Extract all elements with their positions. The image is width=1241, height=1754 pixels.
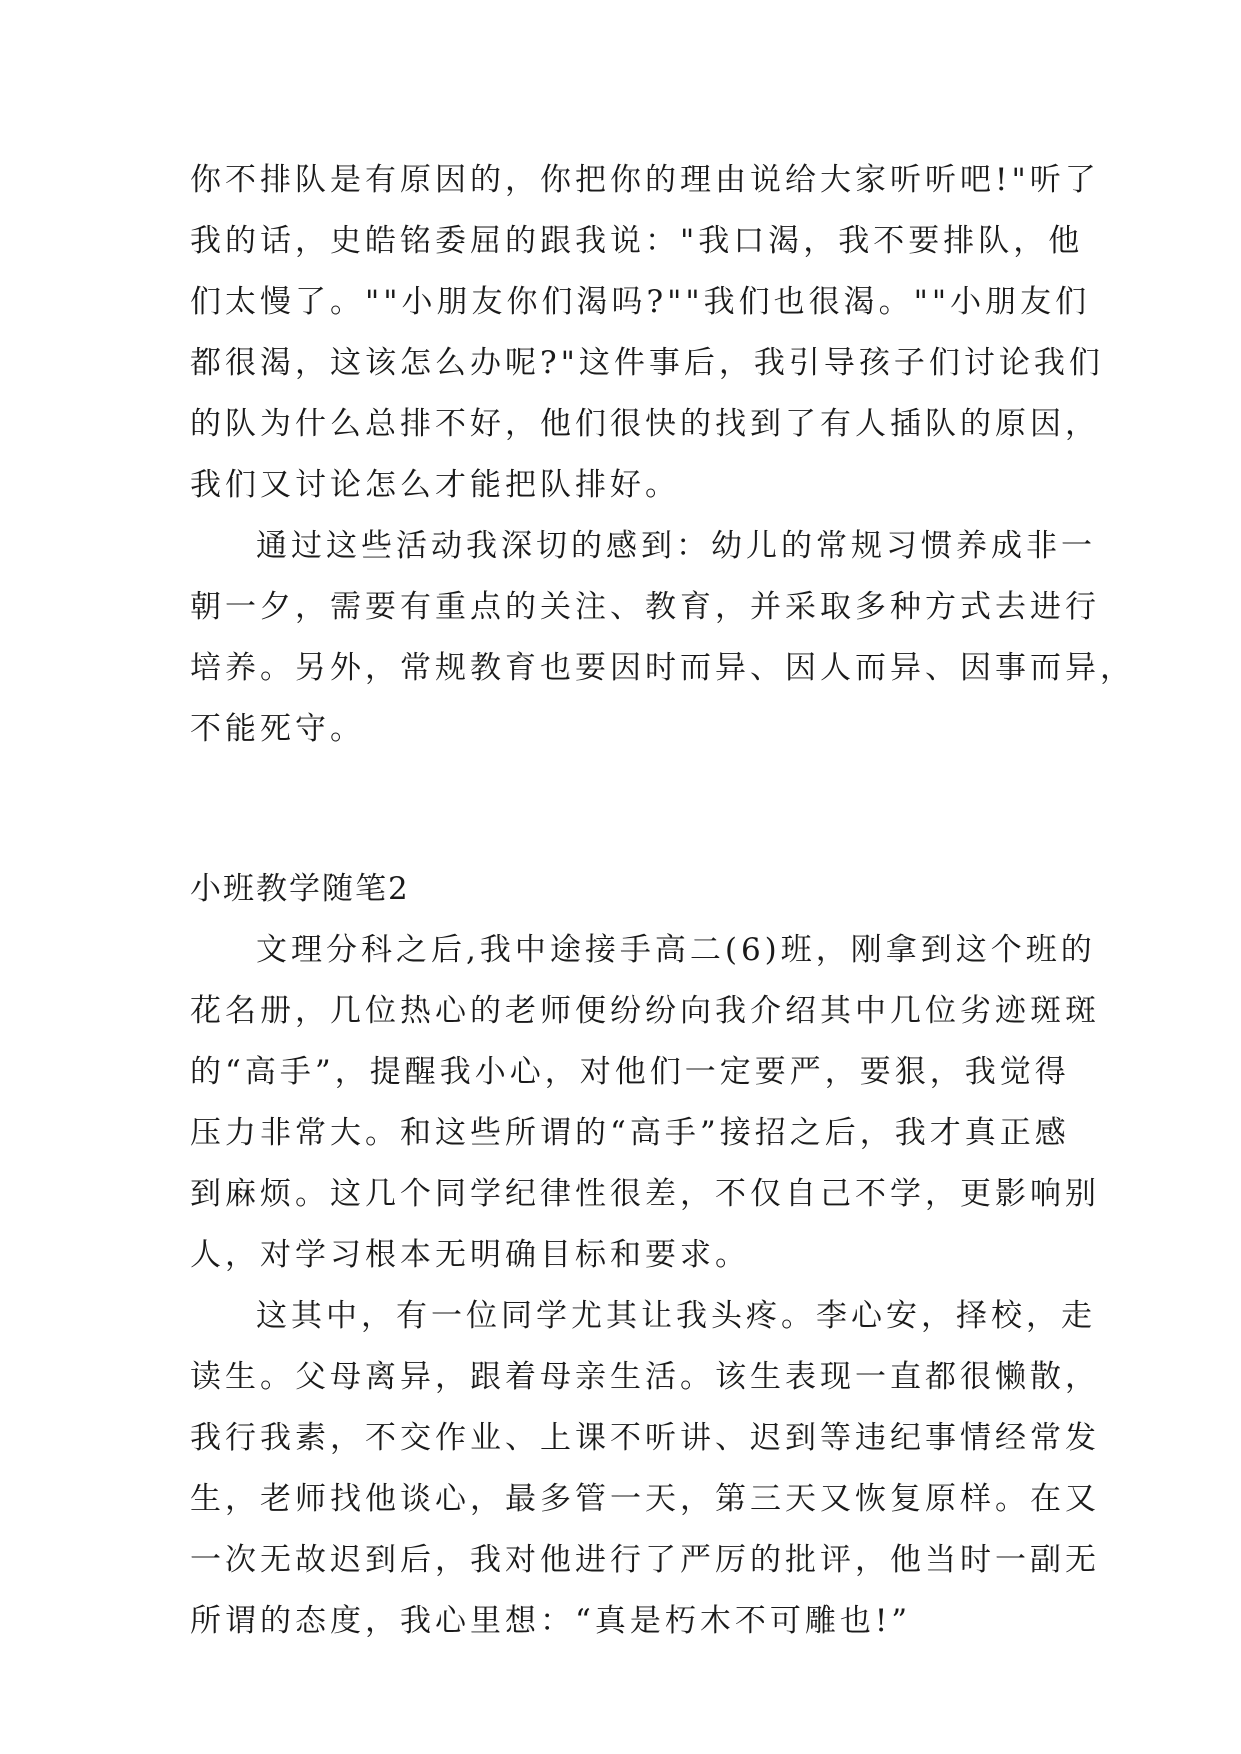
document-body: [190, 150, 1135, 1652]
text-line: 我们又讨论怎么才能把队排好。: [190, 467, 680, 503]
text-line: 朝一夕，需要有重点的关注、教育，并采取多种方式去进行: [190, 589, 1100, 625]
text-line: 人，对学习根本无明确目标和要求。: [190, 1237, 750, 1273]
text-line: 到麻烦。这几个同学纪律性很差，不仅自己不学，更影响别: [190, 1176, 1100, 1212]
text-line: 压力非常大。和这些所谓的“高手”接招之后，我才真正感: [190, 1115, 1070, 1151]
text-line: 生，老师找他谈心，最多管一天，第三天又恢复原样。在又: [190, 1481, 1100, 1517]
paragraph-3: [190, 920, 1100, 1286]
text-line: 的队为什么总排不好，他们很快的找到了有人插队的原因，: [190, 406, 1100, 442]
paragraph-2: [190, 516, 1135, 760]
text-line: 花名册，几位热心的老师便纷纷向我介绍其中几位劣迹斑斑: [190, 993, 1100, 1029]
text-line: 都很渴，这该怎么办呢?"这件事后，我引导孩子们讨论我们: [190, 345, 1104, 381]
text-line: 一次无故迟到后，我对他进行了严厉的批评，他当时一副无: [190, 1542, 1100, 1578]
text-line: 通过这些活动我深切的感到：幼儿的常规习惯养成非一: [256, 528, 1096, 564]
text-line: 培养。另外，常规教育也要因时而异、因人而异、因事而异，: [190, 650, 1135, 686]
text-line: 读生。父母离异，跟着母亲生活。该生表现一直都很懒散，: [190, 1359, 1100, 1395]
paragraph-4: [190, 1286, 1100, 1652]
text-line: 我行我素，不交作业、上课不听讲、迟到等违纪事情经常发: [190, 1420, 1100, 1456]
text-line: 所谓的态度，我心里想：“真是朽木不可雕也!”: [190, 1603, 912, 1639]
text-line: 这其中，有一位同学尤其让我头疼。李心安，择校，走: [256, 1298, 1096, 1334]
text-line: 文理分科之后,我中途接手高二(6)班，刚拿到这个班的: [256, 932, 1096, 968]
text-line: 不能死守。: [190, 711, 365, 747]
text-line: 你不排队是有原因的，你把你的理由说给大家听听吧!"听了: [190, 162, 1100, 198]
text-line: 的“高手”，提醒我小心，对他们一定要严，要狠，我觉得: [190, 1054, 1070, 1090]
text-line: 我的话，史皓铭委屈的跟我说："我口渴，我不要排队，他: [190, 223, 1084, 259]
paragraph-1: [190, 150, 1104, 516]
text-line: 们太慢了。""小朋友你们渴吗?""我们也很渴。""小朋友们: [190, 284, 1091, 320]
section-title: 小班教学随笔2: [190, 871, 410, 907]
section-spacer: [190, 760, 1070, 859]
